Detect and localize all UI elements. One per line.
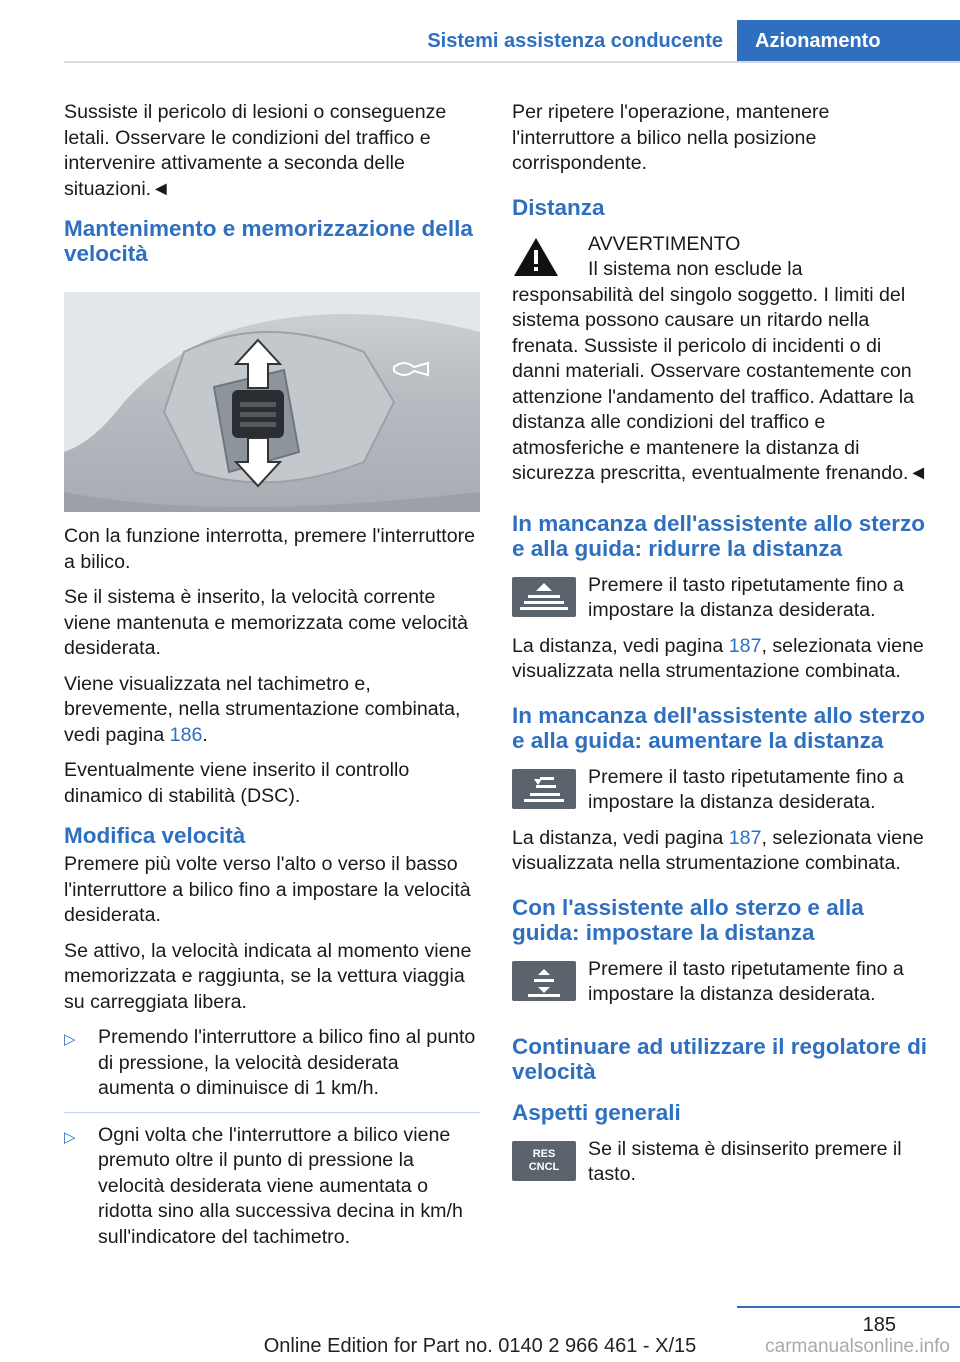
decrease-distance-button-icon (512, 577, 576, 617)
heading-distanza: Distanza (512, 194, 605, 220)
intro-paragraph: Sussiste il pericolo di lesioni o conseguenze letali. Osservare le condizioni del traffico e intervenire attivamente a seconda delle situazioni.◄ (64, 101, 447, 200)
increase-distance-text: Premere il tasto ripetutamente fino a impostare la distanza desiderata. (588, 765, 904, 813)
warning-title: AVVERTIMENTO (588, 232, 741, 255)
bullet-triangle-icon: ▷ (64, 1031, 76, 1048)
paragraph-funzione: Con la funzione interrotta, premere l'interruttore a bilico. (64, 525, 476, 573)
bullet-triangle-icon: ▷ (64, 1128, 76, 1146)
page-link-186[interactable]: 186 (169, 723, 203, 746)
heading-modifica: Modifica velocità (64, 823, 246, 848)
bullet-text: Premendo l'interruttore a bilico fino al punto di pressione, la velocità desiderata aumenta o diminuisce di 1 km/h. (98, 1026, 476, 1099)
paragraph-visualizzata: Viene visualizzata nel tachimetro e, brevemente, nella strumentazione combinata, vedi pagina 186. (64, 672, 461, 746)
decrease-distance-text: Premere il tasto ripetutamente fino a impostare la distanza desiderata. (588, 573, 904, 621)
heading-continuare: Continuare ad utilizzare il regolatore di velocità (512, 1033, 928, 1084)
warning-text: Il sistema non esclude la responsabilità del singolo soggetto. I limiti del sistema possono causare un ritardo nella frenata. Sussiste il pericolo di incidenti o di danni materiali. Osservare costantemente con attenzione l'andamento del traffico. Adattare la distanza alle condizioni del traffico e atmosferiche e mantenere la distanza di sicurezza prescritta, eventualmente frenando.◄ (512, 258, 928, 484)
res-cncl-button-icon (512, 1141, 576, 1181)
rocker-switch-illustration (64, 292, 480, 512)
paragraph-ripetere: Per ripetere l'operazione, mantenere l'interruttore a bilico nella posizione corrispondente. (512, 101, 830, 174)
set-distance-text: Premere il tasto ripetutamente fino a impostare la distanza desiderata. (588, 957, 904, 1005)
left-column (64, 100, 480, 1260)
res-cncl-row (512, 1137, 928, 1188)
paragraph-distanza-1: La distanza, vedi pagina 187, selezionata viene visualizzata nella strumentazione combinata. (512, 634, 924, 682)
bullet-item (64, 1025, 480, 1102)
decrease-distance-row (512, 573, 928, 624)
paragraph-inserito: Se il sistema è inserito, la velocità corrente viene mantenuta e memorizzata come velocità desiderata. (64, 586, 469, 659)
header-tab: Azionamento (737, 20, 960, 62)
bullet-text: Ogni volta che l'interruttore a bilico viene premuto oltre il punto di pressione la velocità desiderata viene aumentata o ridotta sino alla successiva decina in km/h sull'indicatore del tachimetro. (98, 1123, 463, 1248)
paragraph-distanza-2: La distanza, vedi pagina 187, selezionata viene visualizzata nella strumentazione combinata. (512, 826, 924, 874)
res-cncl-text: Se il sistema è disinserito premere il tasto. (588, 1137, 902, 1185)
heading-impostare: Con l'assistente allo sterzo e alla guida: impostare la distanza (512, 894, 864, 945)
heading-aspetti: Aspetti generali (512, 1099, 681, 1125)
bullet-item (64, 1123, 480, 1251)
right-column (512, 100, 928, 1198)
page-footer (0, 1300, 960, 1362)
cncl-label: CNCL (528, 1160, 560, 1173)
set-distance-button-icon (512, 961, 576, 1001)
heading-aumentare: In mancanza dell'assistente allo sterzo e alla guida: aumentare la distanza (512, 702, 925, 753)
increase-distance-row (512, 765, 928, 816)
paragraph-dsc: Eventualmente viene inserito il controllo dinamico di stabilità (DSC). (64, 759, 410, 807)
footer-rule (737, 1306, 960, 1308)
paragraph-premere: Premere più volte verso l'alto o verso il basso l'interruttore a bilico fino a impostare la velocità desiderata. (64, 853, 471, 926)
heading-mantenimento: Mantenimento e memorizzazione della velocità (64, 216, 473, 266)
increase-distance-button-icon (512, 769, 576, 809)
set-distance-row (512, 957, 928, 1008)
edition-text: Online Edition for Part no. 0140 2 966 461 - X/15 (263, 1335, 697, 1357)
header-section-title: Sistemi assistenza conducente (427, 30, 723, 52)
page-number: 185 (862, 1314, 896, 1336)
warning-triangle-icon (512, 236, 560, 278)
paragraph-attivo: Se attivo, la velocità indicata al momento viene memorizzata e raggiunta, se la vettura viaggia su carreggiata libera. (64, 939, 472, 1013)
steering-wheel-rocker-switch-image (64, 292, 480, 512)
page-header (0, 0, 960, 66)
page-link-187[interactable]: 187 (728, 634, 762, 657)
header-rule (64, 61, 960, 63)
heading-ridurre: In mancanza dell'assistente allo sterzo e alla guida: ridurre la distanza (512, 510, 925, 561)
bullet-divider (64, 1112, 480, 1113)
res-label: RES (532, 1147, 556, 1160)
warning-block (512, 232, 928, 487)
page-link-187[interactable]: 187 (728, 826, 762, 849)
watermark: carmanualsonline.info (765, 1336, 950, 1357)
